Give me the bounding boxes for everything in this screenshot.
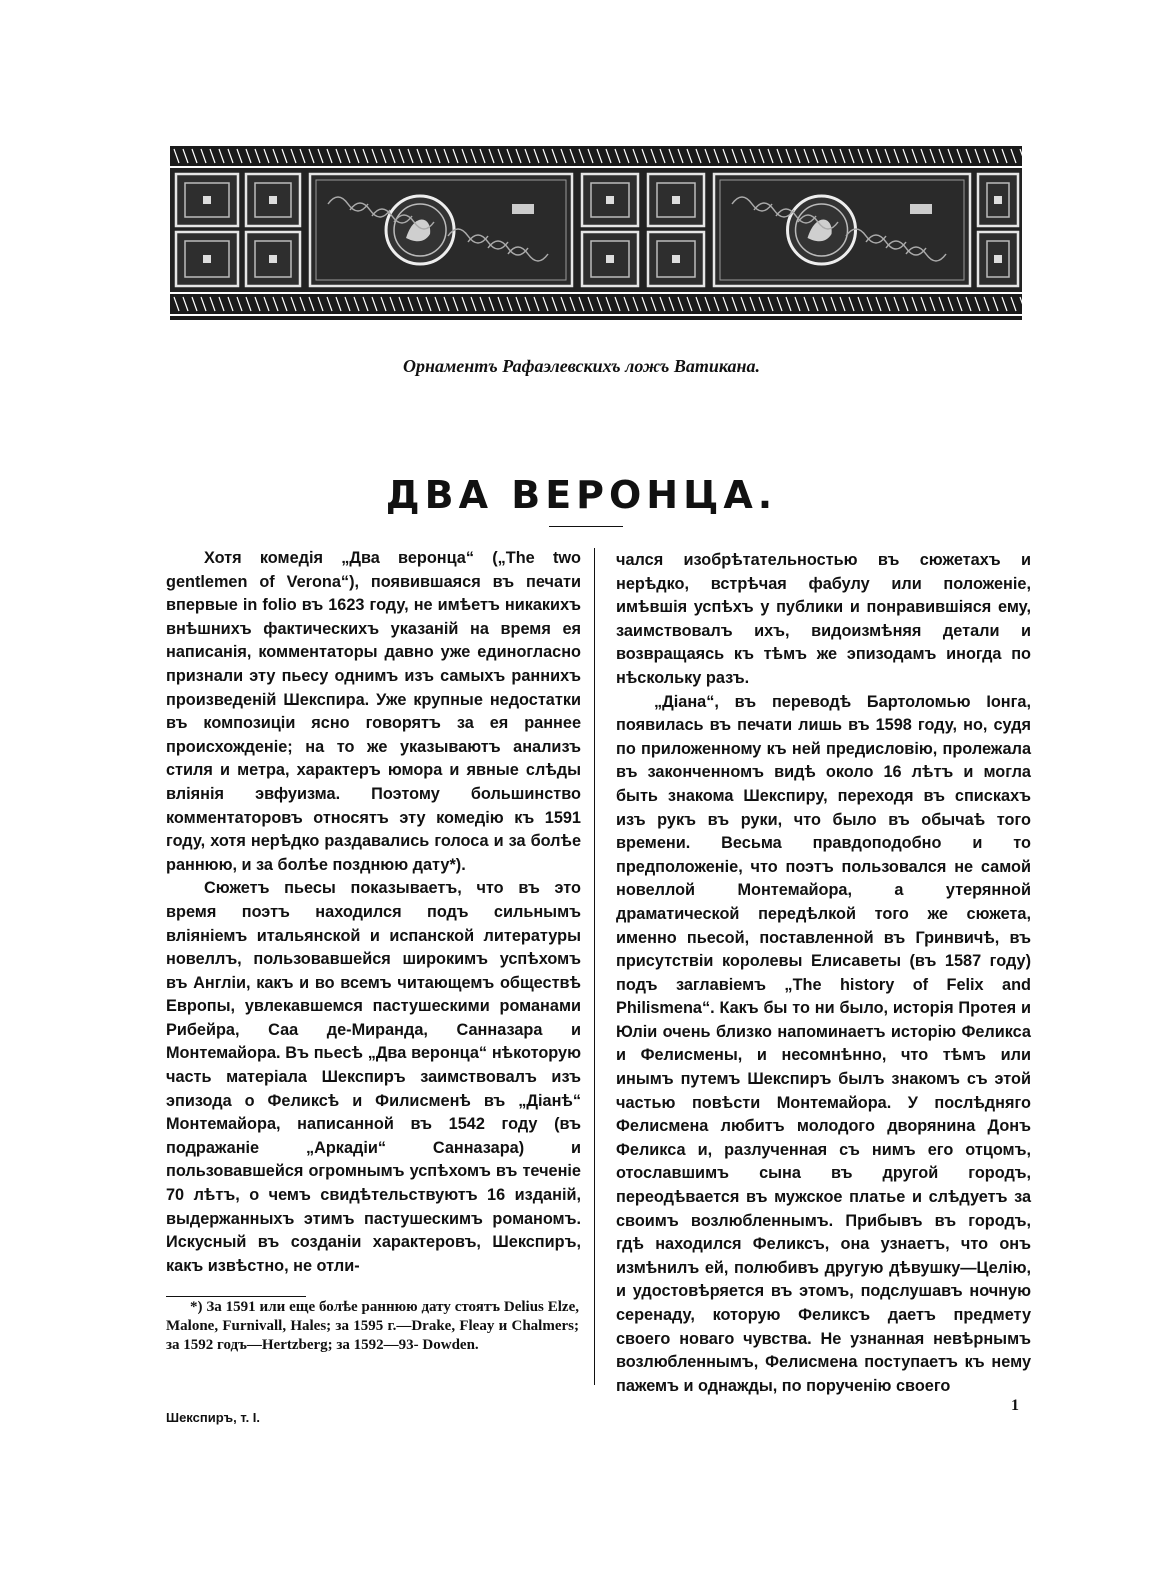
left-paragraph-1: Хотя комедія „Два веронца“ („The two gentlemen of Verona“), появившаяся въ печати впервые in folio въ 1623 году, не имѣетъ никакихъ внѣшнихъ фактическихъ указаній на время ея написанія, комментаторы давно уже единогласно признали эту пьесу однимъ изъ самыхъ раннихъ произведеній Шекспира. Уже крупные недостатки въ композиціи ясно говорятъ за ея раннее происхожденіе; на то же указываютъ анализъ стиля и метра, характеръ юмора и явные слѣды вліянія эвфуизма. Поэтому большинство комментаторовъ относятъ эту комедію къ 1591 году, хотя нерѣдко раздавались голоса и за болѣе раннюю, и за болѣе позднюю дату*). — [166, 549, 581, 874]
signature-mark: Шекспиръ, т. I. — [166, 1410, 261, 1425]
right-column — [616, 549, 1031, 1398]
right-paragraph-2: „Діана“, въ переводѣ Бартоломью Іонга, появилась въ печати лишь въ 1598 году, но, судя по приложенному къ ней предисловію, пролежала въ законченномъ видѣ около 16 лѣтъ и могла быть знакома Шекспиру, переходя въ спискахъ изъ рукъ въ руки, что было въ обычаѣ того времени. Весьма правдоподобно и то предположеніе, что поэтъ пользовался не самой новеллой Монтемайора, а утерянной драматической передѣлкой того же сюжета, именно пьесой, поставленной въ Гринвичѣ, въ присутствіи королевы Елисаветы (въ 1587 году) подъ заглавіемъ „The history of Felix and Philismena“. Какъ бы то ни было, исторія Протея и Юліи очень близко напоминаетъ исторію Феликса и Фелисмены, и несомнѣнно, что тѣмъ или инымъ путемъ Шекспиръ былъ знакомъ съ этой частью повѣсти Монтемайора. У послѣдняго Фелисмена любитъ молодого дворянина Донъ Феликса и, разлученная съ нимъ его отцомъ, отославшимъ сына въ другой городъ, переодѣвается въ мужское платье и слѣдуетъ за своимъ возлюбленнымъ. Прибывъ въ городъ, гдѣ находился Феликсъ, она узнаетъ, что онъ измѣнилъ ей, полюбивъ другую дѣвушку—Целію, и удостовѣряется въ этомъ, подслушавъ ночную серенаду, которую Феликсъ даетъ предмету своего новаго чувства. Не узнанная невѣрнымъ возлюбленнымъ, Фелисмена поступаетъ къ нему пажемъ и однажды, по порученію своего — [616, 692, 1031, 1395]
right-paragraph-1: чался изобрѣтательностью въ сюжетахъ и нерѣдко, встрѣчая фабулу или положеніе, имѣвшія успѣхъ у публики и понравившіяся ему, заимствовалъ ихъ, видоизмѣняя детали и возвращаясь къ тѣмъ же эпизодамъ иногда по нѣскольку разъ. — [616, 551, 1031, 687]
footnote-rule — [166, 1296, 306, 1297]
page-title: ДВА ВЕРОНЦА. — [385, 473, 778, 517]
ornament-caption: Орнаментъ Рафаэлевскихъ ложъ Ватикана. — [402, 356, 761, 376]
page-number: 1 — [1011, 1397, 1019, 1414]
column-divider — [594, 548, 595, 1385]
ornament-band — [170, 144, 1022, 324]
left-column — [166, 547, 581, 1278]
footnote: *) За 1591 или еще болѣе раннюю дату стоятъ Delius Elze, Malone, Furnivall, Hales; за 1595 г.—Drake, Fleay и Chalmers; за 1592 годъ—Hertzberg; за 1592—93- Dowden. — [166, 1299, 579, 1353]
left-paragraph-2: Сюжетъ пьесы показываетъ, что въ это время поэтъ находился подъ сильнымъ вліяніемъ итальянской и испанской литературы новеллъ, пользовавшейся широкимъ успѣхомъ въ Англіи, какъ и во всемъ читающемъ обществѣ Европы, увлекавшемся пастушескими романами Рибейра, Саа де-Миранда, Санназара и Монтемайора. Въ пьесѣ „Два веронца“ нѣкоторую часть матеріала Шекспиръ заимствовалъ изъ эпизода о Феликсѣ и Филисменѣ въ „Діанѣ“ Монтемайора, написанной въ 1542 году (въ подражаніе „Аркадіи“ Санназара) и пользовавшейся огромнымъ успѣхомъ въ теченіе 70 лѣтъ, о чемъ свидѣтельствуютъ 16 изданій, выдержанныхъ этимъ пастушескимъ романомъ. Искусный въ созданіи характеровъ, Шекспиръ, какъ извѣстно, не отли- — [166, 879, 581, 1275]
title-rule — [549, 526, 623, 527]
